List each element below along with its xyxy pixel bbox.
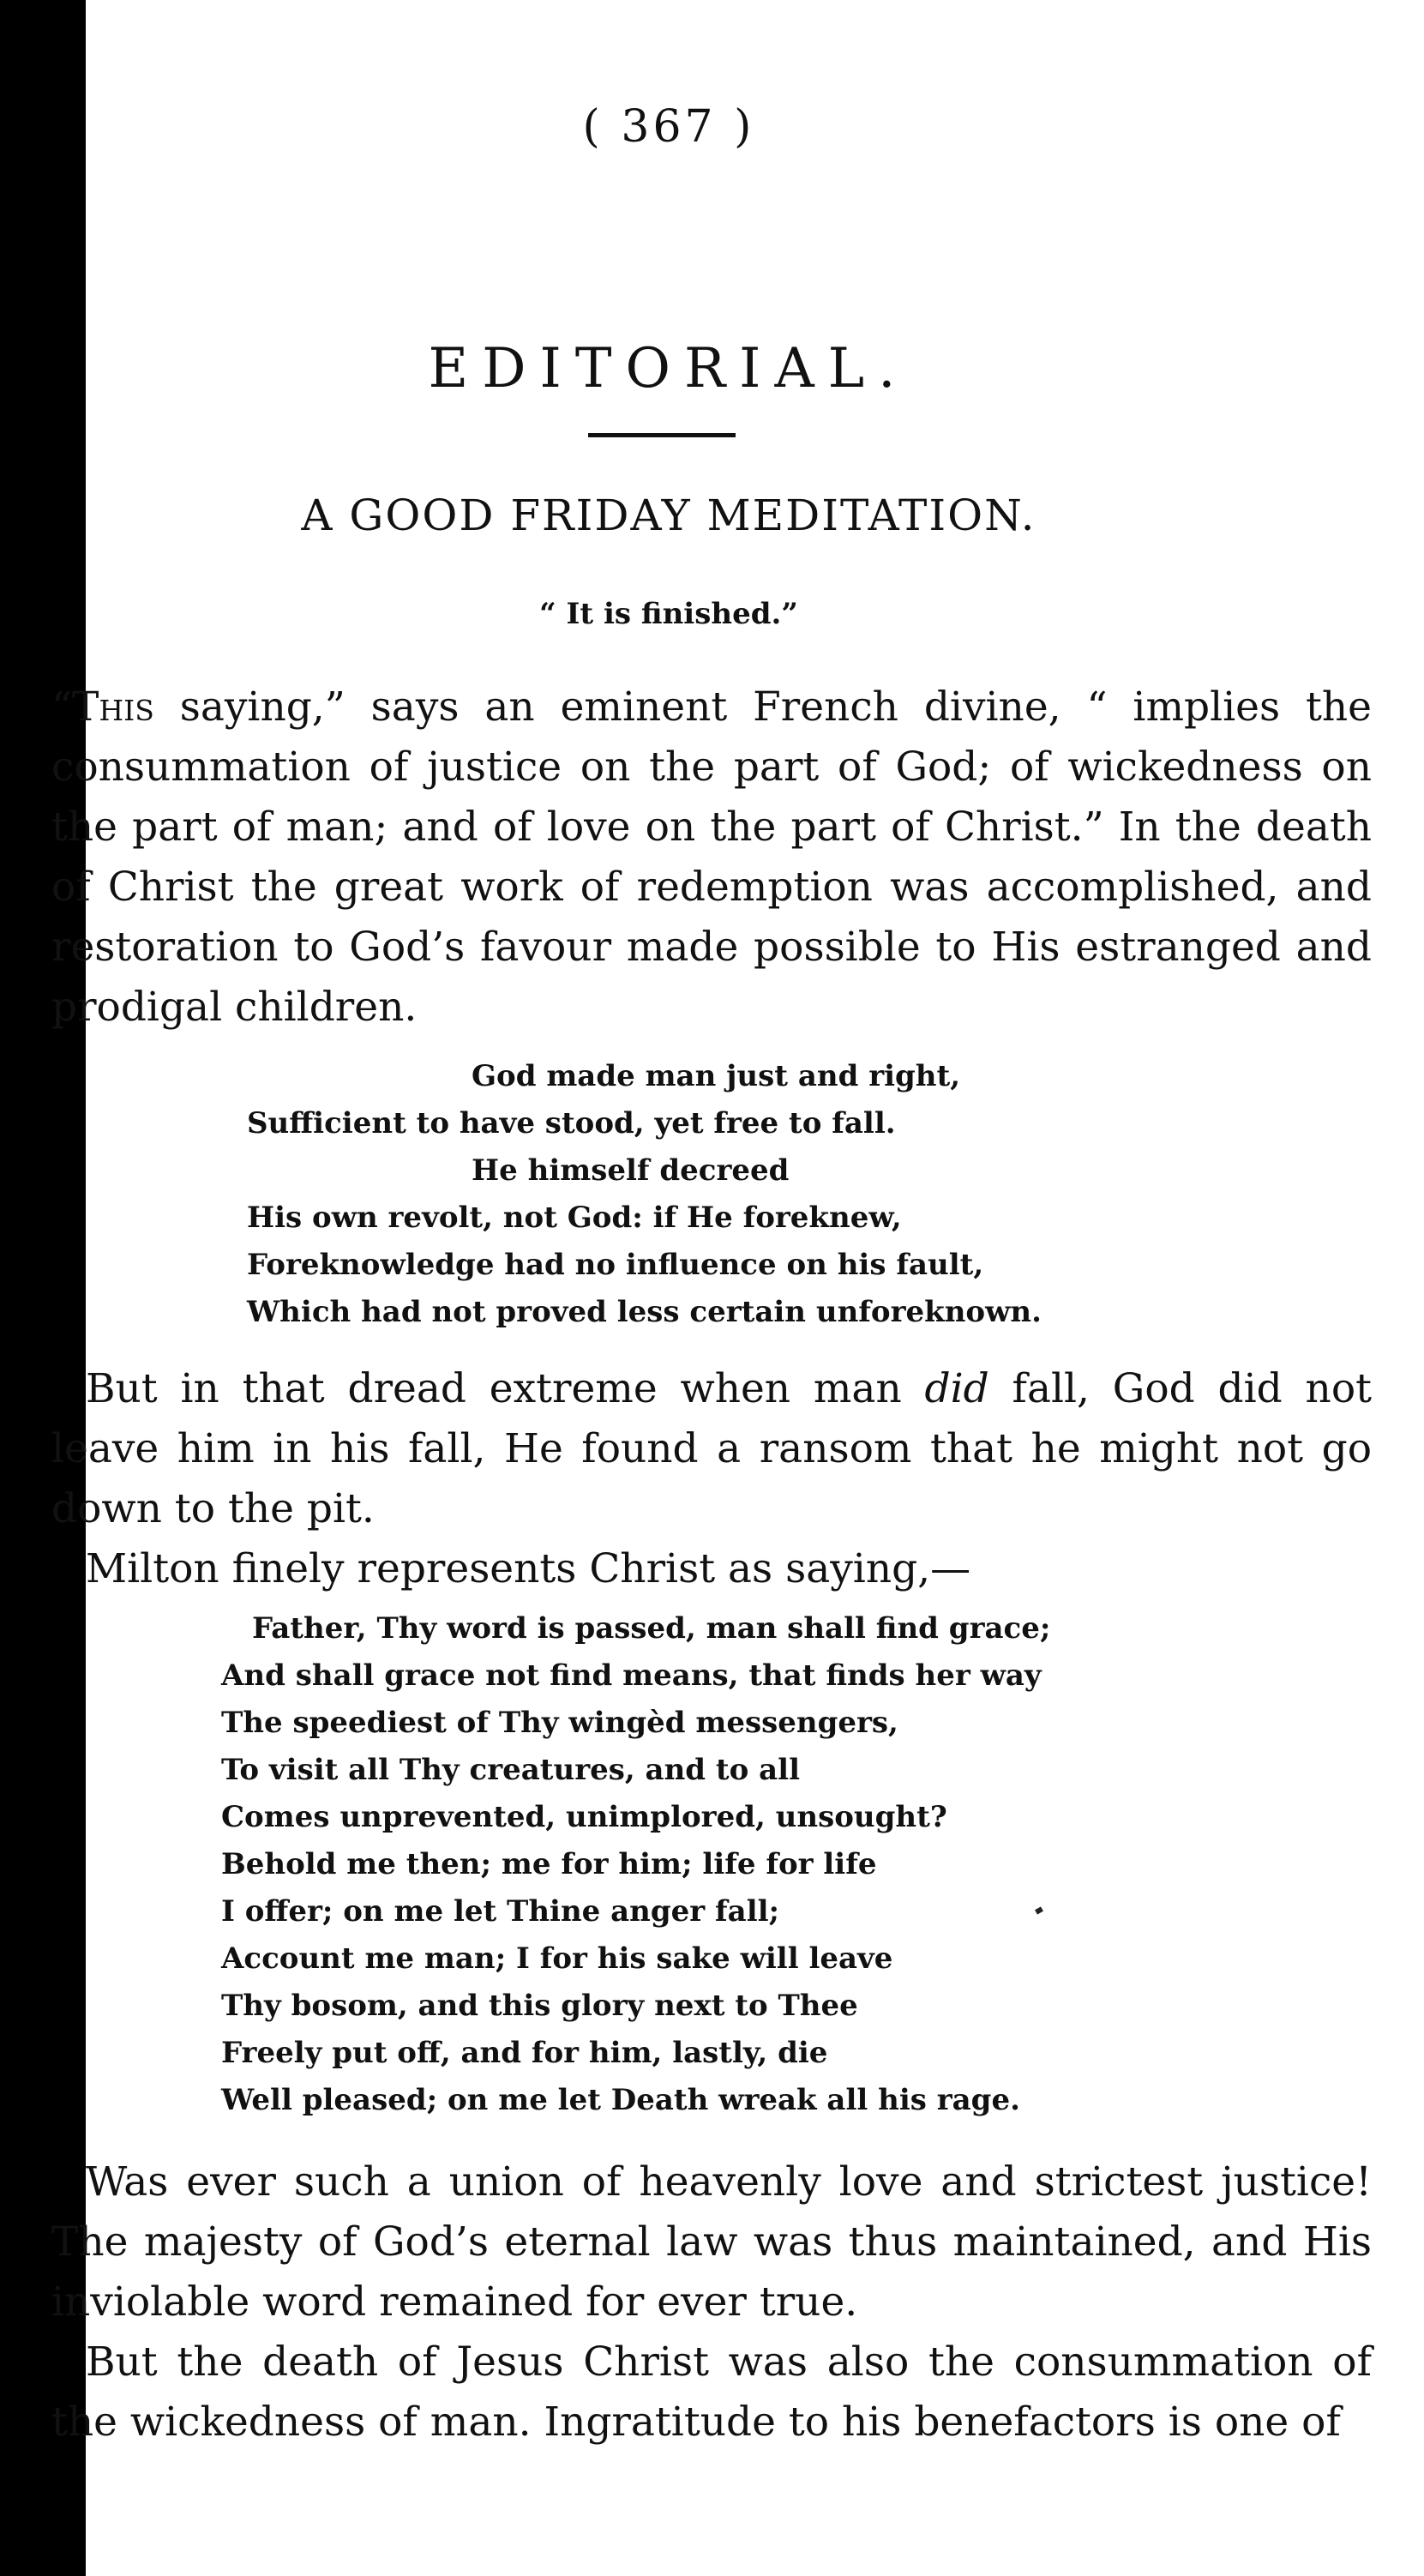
- section-title: EDITORIAL.: [428, 336, 910, 400]
- paragraph-4: [51, 2152, 1372, 2332]
- epigraph: “ It is finished.”: [539, 597, 798, 631]
- verse-line: God made man just and right,: [472, 1059, 961, 1093]
- verse-line: And shall grace not find means, that finds her way: [221, 1658, 1042, 1693]
- paragraph-1-text: saying,” says an eminent French divine, “ implies the consummation of justice on the part of God; of wickedness on the part of man; and of love on the part of Christ.” In the death of Christ the great work of redemption was accomplished, and restoration to God’s favour made possible to His estranged and prodigal children.: [51, 683, 1372, 1031]
- verse-line: Foreknowledge had no influence on his fault,: [247, 1248, 984, 1282]
- verse-line: The speediest of Thy wingèd messengers,: [221, 1706, 898, 1740]
- verse-line: Father, Thy word is passed, man shall find grace;: [252, 1611, 1051, 1646]
- article-title: A GOOD FRIDAY MEDITATION.: [301, 491, 1036, 540]
- verse-line: Sufficient to have stood, yet free to fall.: [247, 1106, 896, 1141]
- paragraph-2-text-after: fall, God did not leave him in his fall, He found a ransom that he might not go down to the pit.: [51, 1365, 1372, 1532]
- verse-line: To visit all Thy creatures, and to all: [221, 1753, 801, 1787]
- verse-line: Thy bosom, and this glory next to Thee: [221, 1989, 858, 2023]
- verse-line: Comes unprevented, unimplored, unsought?: [221, 1800, 947, 1834]
- verse-line: Which had not proved less certain unforeknown.: [247, 1295, 1042, 1329]
- paragraph-3: [51, 1539, 1372, 1599]
- verse-line: Freely put off, and for him, lastly, die: [221, 2036, 828, 2070]
- verse-line: I offer; on me let Thine anger fall;: [221, 1894, 780, 1929]
- paragraph-4-text: Was ever such a union of heavenly love and strictest justice! The majesty of God’s eternal law was thus maintained, and His inviolable word remained for ever true.: [51, 2158, 1372, 2326]
- verse-quotation-2: [221, 1605, 1050, 2124]
- verse-line: Well pleased; on me let Death wreak all his rage.: [221, 2083, 1020, 2117]
- page-number: ( 367 ): [582, 101, 755, 153]
- verse-line: He himself decreed: [472, 1153, 790, 1188]
- paragraph-5: [51, 2332, 1372, 2453]
- paragraph-2: [51, 1359, 1372, 1539]
- verse-line: His own revolt, not God: if He foreknew,: [247, 1201, 902, 1235]
- verse-quotation-1: [247, 1053, 1042, 1336]
- paragraph-5-text: But the death of Jesus Christ was also the consummation of the wickedness of man. Ingratitude to his benefactors is one of: [51, 2338, 1372, 2446]
- paragraph-2-text-before: But in that dread extreme when man: [86, 1365, 925, 1412]
- verse-line: Behold me then; me for him; life for life: [221, 1847, 877, 1881]
- paragraph-2-emphasis: did: [924, 1365, 989, 1412]
- paragraph-1: [51, 677, 1372, 1038]
- paragraph-1-lead: “This: [51, 683, 154, 731]
- title-rule: [588, 433, 736, 437]
- verse-line: Account me man; I for his sake will leave: [221, 1941, 893, 1976]
- paragraph-3-text: Milton finely represents Christ as saying,—: [86, 1545, 971, 1592]
